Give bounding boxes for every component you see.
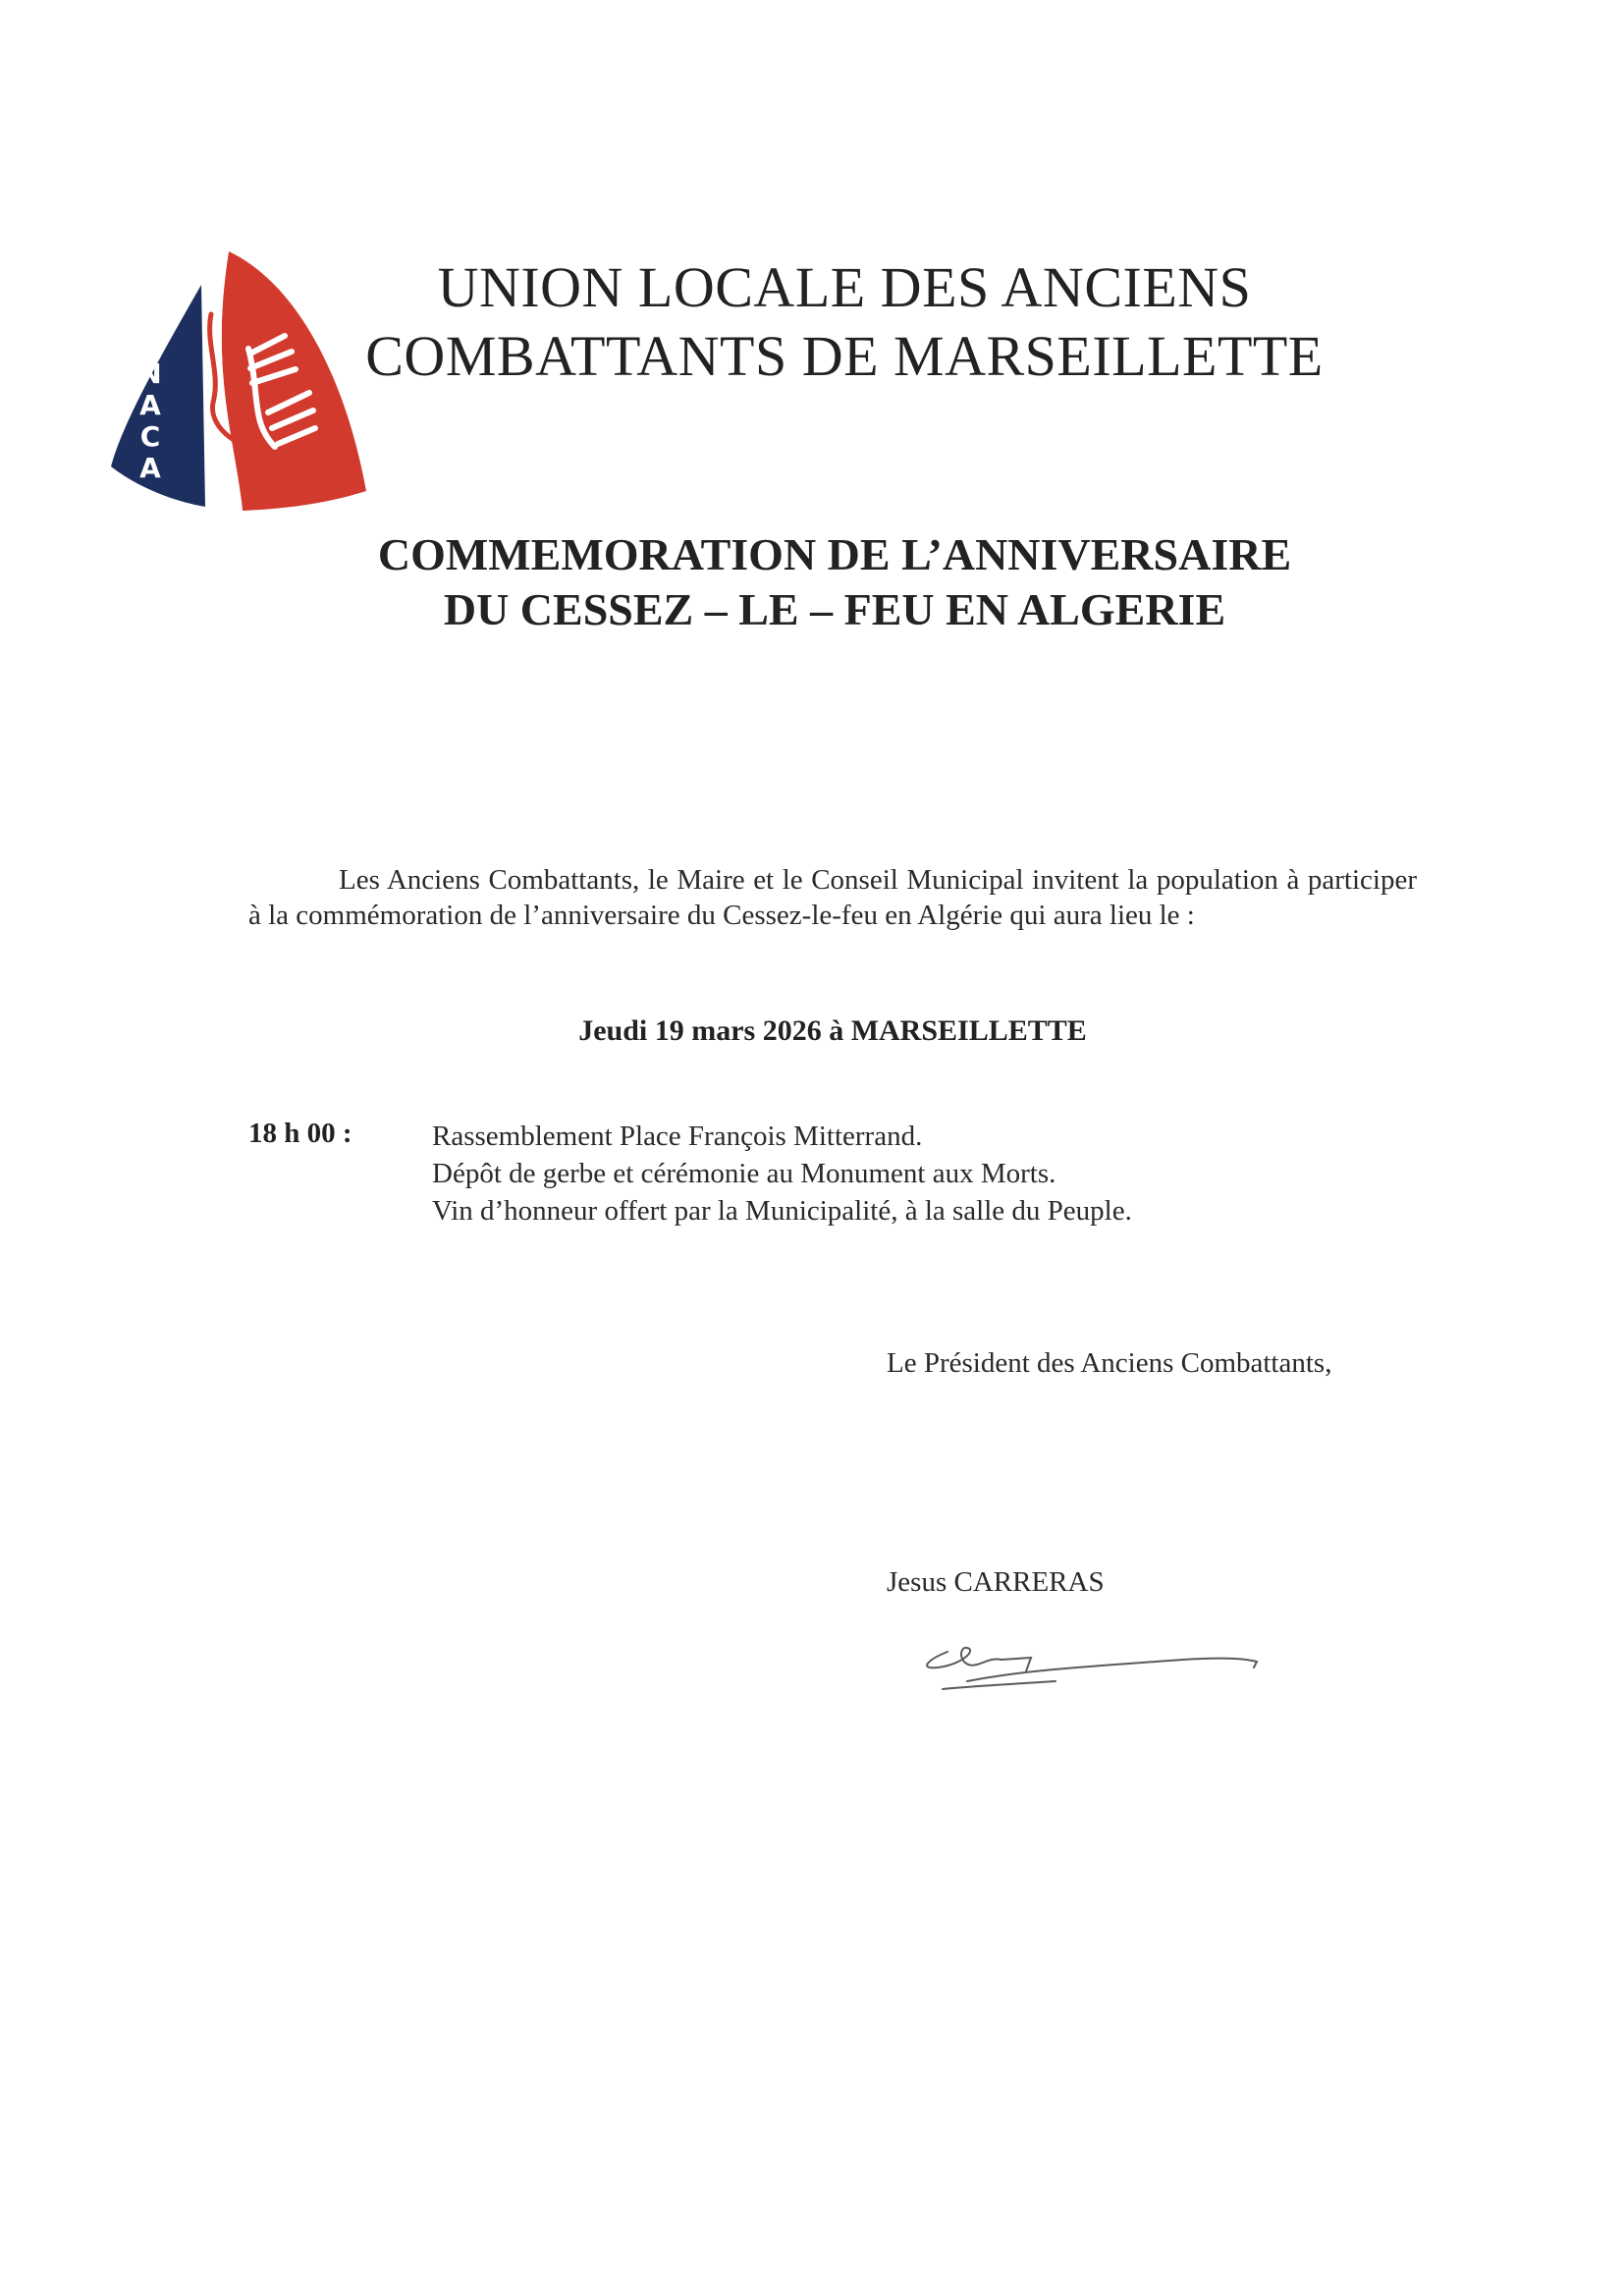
logo-red-wing	[222, 251, 366, 511]
event-title	[245, 527, 1424, 637]
handwritten-signature	[908, 1630, 1272, 1709]
closing-line: Le Président des Anciens Combattants,	[887, 1347, 1332, 1379]
event-title-line1: COMMEMORATION DE L’ANNIVERSAIRE	[377, 529, 1292, 579]
event-date: Jeudi 19 mars 2026 à MARSEILLETTE	[578, 1014, 1087, 1047]
logo-letter-a2: A	[139, 452, 161, 484]
signer-name: Jesus CARRERAS	[887, 1566, 1105, 1598]
logo-letter-n: N	[138, 357, 162, 390]
org-title-line2: COMBATTANTS DE MARSEILLETTE	[365, 324, 1324, 388]
logo-letter-c: C	[139, 420, 161, 453]
logo-letter-a1: A	[139, 389, 161, 421]
schedule-time: 18 h 00 :	[248, 1118, 352, 1149]
schedule-lines	[432, 1118, 1414, 1230]
schedule-line-3: Vin d’honneur offert par la Municipalité, à la salle du Peuple.	[432, 1195, 1132, 1227]
logo-letter-f: F	[140, 326, 160, 358]
schedule-line-2: Dépôt de gerbe et cérémonie au Monument aux Morts.	[432, 1158, 1056, 1189]
event-title-line2: DU CESSEZ – LE – FEU EN ALGERIE	[443, 584, 1226, 634]
fnaca-logo	[103, 246, 378, 520]
schedule-line-1: Rassemblement Place François Mitterrand.	[432, 1121, 923, 1152]
org-title-line1: UNION LOCALE DES ANCIENS	[437, 255, 1252, 319]
organization-title	[353, 253, 1335, 391]
invitation-paragraph: Les Anciens Combattants, le Maire et le Conseil Municipal invitent la population à participer à la commémoration de l’anniversaire du Cessez-le-feu en Algérie qui aura lieu le :	[248, 864, 1417, 931]
